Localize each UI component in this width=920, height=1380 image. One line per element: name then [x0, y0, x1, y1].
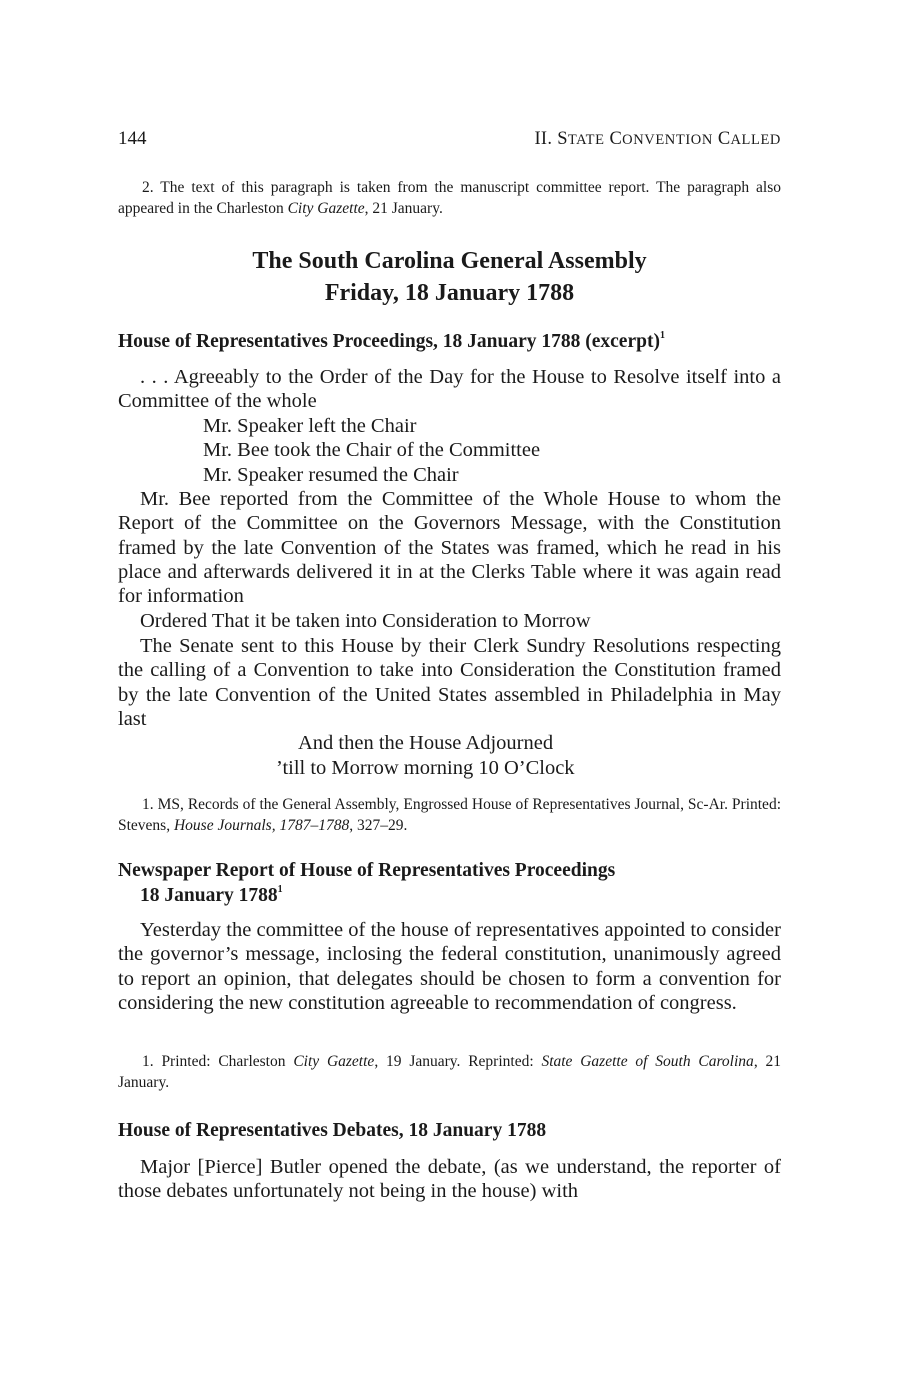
indented-line: Mr. Speaker resumed the Chair — [203, 463, 459, 486]
footnote-marker: 1 — [277, 884, 283, 895]
running-head-roman: II. — [534, 129, 553, 149]
page-title — [118, 245, 781, 309]
indented-line: Mr. Speaker left the Chair — [203, 415, 417, 437]
page-number: 144 — [118, 128, 147, 149]
section-heading-proceedings: House of Representatives Proceedings, 18 January 1788 (excerpt)$^1$ — [118, 330, 665, 352]
proceedings-para-4: The Senate sent to this House by their Clerk Sundry Resolutions respecting the calling of a Convention to take into Consideration the Constitution framed by the late Convention of the United States assembled in Philadelphia in May last — [118, 635, 781, 730]
section-heading-debates: House of Representatives Debates, 18 January 1788 — [118, 1120, 547, 1141]
proceedings-para-1: . . . Agreeably to the Order of the Day for the House to Resolve itself into a Committee of the whole — [118, 366, 781, 413]
proceedings-indented-lines — [203, 414, 540, 487]
top-footnote: 2. The text of this paragraph is taken from the manuscript committee report. The paragraph also appeared in the Charleston City Gazette, 21 January. — [118, 179, 781, 217]
title-line-2: Friday, 18 January 1788 — [324, 280, 575, 306]
title-line-1: The South Carolina General Assembly — [252, 248, 647, 274]
running-head: II. STATE CONVENTION CALLED — [534, 129, 781, 149]
footnote-proceedings: 1. MS, Records of the General Assembly, Engrossed House of Representatives Journal, Sc-Ar. Printed: Stevens, House Journals, 1787–1788, 327–29. — [118, 796, 781, 834]
debates-para: Major [Pierce] Butler opened the debate, (as we understand, the reporter of those debates unfortunately not being in the house) with — [118, 1156, 781, 1203]
proceedings-para-3: Ordered That it be taken into Consideration to Morrow — [140, 610, 591, 632]
section-heading-newspaper: Newspaper Report of House of Representatives Proceedings 18 January 1788$^1$ — [118, 860, 616, 906]
adjournment-line-1: And then the House Adjourned — [298, 732, 554, 754]
indented-line: Mr. Bee took the Chair of the Committee — [203, 439, 541, 462]
footnote-newspaper: 1. Printed: Charleston City Gazette, 19 January. Reprinted: State Gazette of South Carolina, 21 January. — [118, 1053, 781, 1091]
adjournment-line-2: ’till to Morrow morning 10 O’Clock — [276, 757, 575, 779]
footnote-marker: 1 — [659, 330, 665, 341]
proceedings-para-2: Mr. Bee reported from the Committee of the Whole House to whom the Report of the Committee on the Governors Message, with the Constitution framed by the late Convention of the States was framed, which he read in his place and afterwards delivered it in at the Clerks Table where it was again read for information — [118, 488, 781, 608]
newspaper-report-para: Yesterday the committee of the house of representatives appointed to consider the governor’s message, inclosing the federal constitution, unanimously agreed to report an opinion, that delegates should be chosen to form a convention for considering the new constitution agreeable to recommendation of congress. — [118, 919, 781, 1014]
page-header — [118, 128, 781, 158]
